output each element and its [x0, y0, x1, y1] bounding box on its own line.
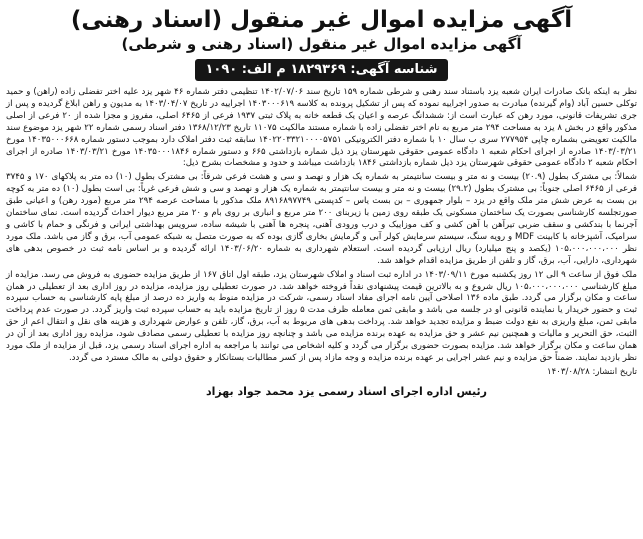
publication-date: تاریخ انتشار: ۱۴۰۳/۰۸/۲۸ — [547, 366, 637, 377]
advertisement-identifier: شناسه آگهی: ۱۸۲۹۳۶۹ م الف: ۱۰۹۰ — [195, 59, 447, 81]
advertisement-body — [6, 87, 637, 379]
body-paragraph-property-boundaries: شمالاً: بی مشترک بطول (۲۰.۹) بیست و نه متر و بیست سانتیمتر به شماره یک هزار و نهصد و سی و هشت فرعی شرقاً: بی مشترک بطول (۱۰) ده متر به پلاکهای ۱۷۰ و ۳۷۴۵ فرعی از ۶۴۶۵ اصلی جنوباً: بی مشترک بطول (۲۹.۲) بیست و نه متر و بیست سانتیمتر به شماره یک هزار و نهصد و سی و شش فرعی غرباً: بی است بطول (۱۰) ده متر به کوچه بن بست به عرض شش متر ملک واقع در یزد – بلوار جمهوری – بن بست یاس – کدپستی ۸۹۱۶۸۹۷۷۴۹ ملک مذکور با مساحت عرصه ۲۹۴ متر مربع (مورد رهن) و اعیانی طبق صورتجلسه کارشناسی بصورت یک ساختمان مسکونی یک طبقه روی زمین با زیربنای ۲۰۰ متر مربع و انباری بر روی بام و ۲۰ متر مربع دیوار احداث گردیده است. نمای ساختمان آجرنما با بندکشی و سقف ضربی تیرآهن با آهن کشی و کف موزاییک و درب ورودی آهنی، پنجره ها آهنی با شیشه ساده، سرویس بهداشتی ایرانی و فرنگی و حمام با کاشی و سرامیک، آشپزخانه با کابینت MDF و رویه سنگ، سیستم سرمایش کولر آبی و گرمایش بخاری گازی بوده که به صورت متصل به شبکه عمومی آب، برق و گاز می باشد. ملک مورد نظر ۱۰۵،۰۰۰،۰۰۰،۰۰۰ (یکصد و پنج میلیارد) ریال ارزیابی گردیده است. استعلام شهرداری به شماره ۱۴۰۳/۰۶/۲۰ ارائه گردیده و بر اساس نامه ثبت در خصوص بدهی های شهرداری، دارایی، آب، برق، گاز و تلفن از طریق مزایده اقدام خواهد شد. — [6, 172, 638, 266]
advertisement-subtitle: آگهی مزایده اموال غیر منقول (اسناد رهنی و شرطی) — [121, 35, 522, 53]
body-paragraph-auction-terms: ملک فوق از ساعت ۹ الی ۱۲ روز یکشنبه مورخ ۱۴۰۳/۰۹/۱۱ در اداره ثبت اسناد و املاک شهرستان یزد، طبقه اول اتاق ۱۶۷ از طریق مزایده حضوری به فروش می رسد. مزایده از مبلغ کارشناسی ۱۰۵،۰۰۰،۰۰۰،۰۰۰ ریال شروع و به بالاترین قیمت پیشنهادی نقداً فروخته خواهد شد. در صورت تعطیلی روز مزایده، مزایده در روز اداری بعد از تعطیلی در همان ساعت و مکان برگزار می گردد. طبق ماده ۱۳۶ اصلاحی آیین نامه اجرای مفاد اسناد رسمی، شرکت در مزایده منوط به واریز ده درصد از مبلغ پایه کارشناسی به حساب سپرده ثبت و حضور خریدار یا نماینده قانونی او در جلسه می باشد و مابقی ثمن معامله ظرف مدت ۵ روز از تاریخ مزایده باید به حساب سپرده ثبت واریز گردد. در صورت عدم پرداخت مابقی ثمن، مبلغ واریزی به نفع دولت ضبط و مزایده تجدید خواهد شد. پرداخت بدهی های مربوط به آب، برق، گاز، تلفن و عوارض شهرداری و هزینه های نقل و انتقال اعم از حق الثبت، حق التحریر و مالیات و همچنین نیم عشر و حق مزایده به عهده برنده مزایده می باشد و چنانچه روز مزایده با تعطیلی رسمی مصادف شود، مزایده روز اداری بعد از آن در همان ساعت و مکان برگزار خواهد شد. مزایده بصورت حضوری برگزار می گردد و کلیه اشخاص می توانند با مراجعه به اداره اجرای اسناد رسمی یزد، قبل از مزایده از ملک مورد نظر بازدید نمایند. ضمناً حق مزایده و نیم عشر اجرایی بر عهده برنده مزایده و وجه مازاد پس از کسر مطالبات بستانکار و حقوق دولتی به مالک مسترد می گردد. — [6, 269, 638, 363]
advertisement-title: آگهی مزایده اموال غیر منقول (اسناد رهنی) — [70, 7, 573, 33]
signature-line: رئیس اداره اجرای اسناد رسمی یزد محمد جواد بهزاد — [205, 384, 487, 398]
advertisement-header — [6, 6, 637, 87]
body-paragraph-mortgage-details: نظر به اینکه بانک صادرات ایران شعبه یزد باستناد سند رهنی و شرطی شماره ۱۵۹ تاریخ سند ۱۴۰۲/۰۷/۰۶ تنظیمی دفتر شماره ۴۶ شهر یزد علیه اختر تفضلی زاده (راهن) و حمید توکلی حسین آباد (وام گیرنده) مبادرت به صدور اجراییه نموده که پس از تشکیل پرونده به کلاسه ۱۴۰۳۰۰۰۶۱۹ اجراییه در تاریخ ۱۴۰۳/۰۴/۰۷ به مدیون و راهن ابلاغ گردیده و پس از جری تشریفات قانونی، مورد رهن که عبارت است از: ششدانگ عرصه و اعیان یک قطعه خانه به پلاک ثبتی ۱۹۳۷ فرعی از ۶۴۶۵ اصلی، مفروز و مجزا شده از ۲۰ فرعی از اصلی مذکور واقع در بخش ۸ یزد به مساحت ۲۹۴ متر مربع به نام اختر تفضلی زاده با شماره مستند مالکیت ۱۱۰۷۵ تاریخ ۱۳۶۸/۱۲/۲۳ دفتر اسناد رسمی شماره ۲۲ شهر یزد موضوع سند مالکیت تعویضی بشماره چاپی ۲۷۷۹۵۴ سری ب سال ۱۰ با شماره دفتر الکترونیکی ۱۴۰۲۲۰۳۳۲۱۰۰۰۰۵۷۵۱ سابقه ثبت دفتر املاک دارد بموجب دستور شماره ۱۴۰۳۵۰۰۰۶۶۸ مورخ ۱۴۰۳/۰۳/۲۱ صادره از اجرای احکام شعبه ۱ دادگاه عمومی حقوقی شهرستان یزد ذیل شماره بازداشتی ۶۶۵ و دستور شماره ۱۴۰۳۵۰۰۰۱۸۴۶ مورخ ۱۴۰۳/۰۳/۲۱ صادره از اجرای احکام شعبه ۲ دادگاه عمومی حقوقی شهرستان یزد ذیل شماره بازداشتی ۱۸۴۶ بازداشت میباشد و حدود و مشخصات بشرح ذیل: — [6, 87, 638, 169]
